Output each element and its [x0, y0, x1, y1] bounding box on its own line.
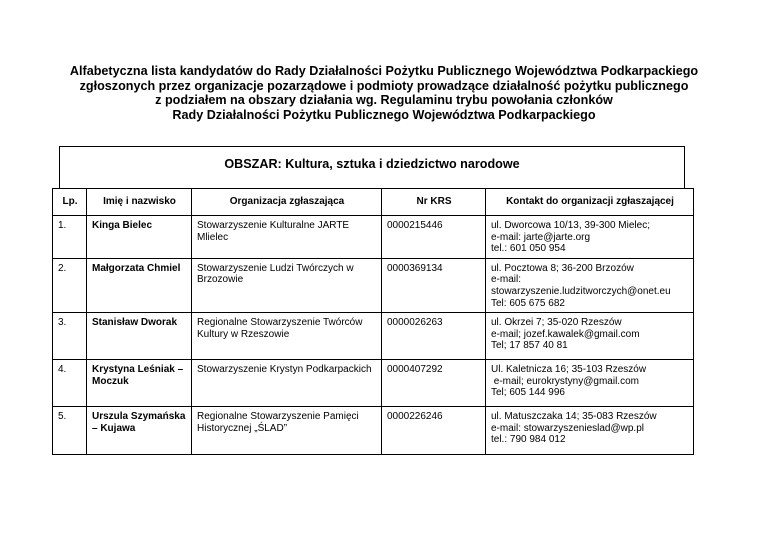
table-row — [53, 313, 694, 360]
column-header-contact: Kontakt do organizacji zgłaszającej — [486, 189, 694, 216]
organization: Stowarzyszenie Krystyn Podkarpackich — [192, 360, 382, 407]
candidates-table — [52, 188, 694, 455]
row-number: 2. — [53, 258, 87, 312]
title-line-2: zgłoszonych przez organizacje pozarządowe i podmioty prowadzące działalność pożytku publicznego — [79, 78, 689, 93]
column-header-lp: Lp. — [53, 189, 87, 216]
column-header-krs: Nr KRS — [382, 189, 486, 216]
contact-email: e-mail: stowarzyszenieslad@wp.pl — [491, 422, 644, 434]
contact — [486, 258, 694, 312]
row-number: 1. — [53, 216, 87, 259]
candidate-name: Urszula Szymańska – Kujawa — [87, 407, 192, 455]
row-number: 5. — [53, 407, 87, 455]
candidate-name: Stanisław Dworak — [87, 313, 192, 360]
contact-phone: Tel: 605 675 682 — [491, 297, 565, 309]
document-title — [40, 64, 728, 122]
krs-number: 0000407292 — [382, 360, 486, 407]
area-title: OBSZAR: Kultura, sztuka i dziedzictwo narodowe — [224, 157, 520, 171]
candidate-name: Małgorzata Chmiel — [87, 258, 192, 312]
table-header-row — [53, 189, 694, 216]
organization: Stowarzyszenie Ludzi Twórczych w Brzozowie — [192, 258, 382, 312]
contact-address: Ul. Kaletnicza 16; 35-103 Rzeszów — [491, 364, 647, 376]
contact-email: e-mail; eurokrystyny@gmail.com — [491, 375, 639, 387]
title-line-4: Rady Działalności Pożytku Publicznego Województwa Podkarpackiego — [172, 107, 596, 122]
contact-phone: tel.: 790 984 012 — [491, 434, 566, 446]
contact-email: e-mail; jozef.kawalek@gmail.com — [491, 328, 640, 340]
candidate-name: Kinga Bielec — [87, 216, 192, 259]
contact-email-label: e-mail: — [491, 274, 522, 286]
contact-phone: Tel; 17 857 40 81 — [491, 340, 568, 352]
organization: Regionalne Stowarzyszenie Twórców Kultury w Rzeszowie — [192, 313, 382, 360]
krs-number: 0000226246 — [382, 407, 486, 455]
contact-phone: tel.: 601 050 954 — [491, 243, 566, 255]
row-number: 3. — [53, 313, 87, 360]
contact-address: ul. Okrzei 7; 35-020 Rzeszów — [491, 317, 622, 329]
table-row — [53, 360, 694, 407]
contact-address: ul. Dworcowa 10/13, 39-300 Mielec; — [491, 220, 650, 231]
contact-address: ul. Matuszczaka 14; 35-083 Rzeszów — [491, 411, 657, 423]
column-header-organization: Organizacja zgłaszająca — [192, 189, 382, 216]
table-row — [53, 407, 694, 455]
contact-email: stowarzyszenie.ludzitworczych@onet.eu — [491, 285, 671, 297]
contact — [486, 313, 694, 360]
krs-number: 0000215446 — [382, 216, 486, 259]
title-line-3: z podziałem na obszary działania wg. Regulaminu trybu powołania członków — [155, 93, 613, 107]
contact-phone: Tel; 605 144 996 — [491, 387, 565, 399]
organization: Stowarzyszenie Kulturalne JARTE Mlielec — [192, 216, 382, 259]
table-row — [53, 216, 694, 259]
contact — [486, 216, 694, 259]
organization: Regionalne Stowarzyszenie Pamięci Historycznej „ŚLAD” — [192, 407, 382, 455]
krs-number: 0000026263 — [382, 313, 486, 360]
candidate-name: Krystyna Leśniak – Moczuk — [87, 360, 192, 407]
contact — [486, 407, 694, 455]
contact-address: ul. Pocztowa 8; 36-200 Brzozów — [491, 262, 634, 274]
contact — [486, 360, 694, 407]
table-row — [53, 258, 694, 312]
column-header-name: Imię i nazwisko — [87, 189, 192, 216]
krs-number: 0000369134 — [382, 258, 486, 312]
contact-email: e-mail: jarte@jarte.org — [491, 231, 591, 243]
row-number: 4. — [53, 360, 87, 407]
title-line-1: Alfabetyczna lista kandydatów do Rady Działalności Pożytku Publicznego Województwa Podkarpackiego — [69, 64, 699, 78]
